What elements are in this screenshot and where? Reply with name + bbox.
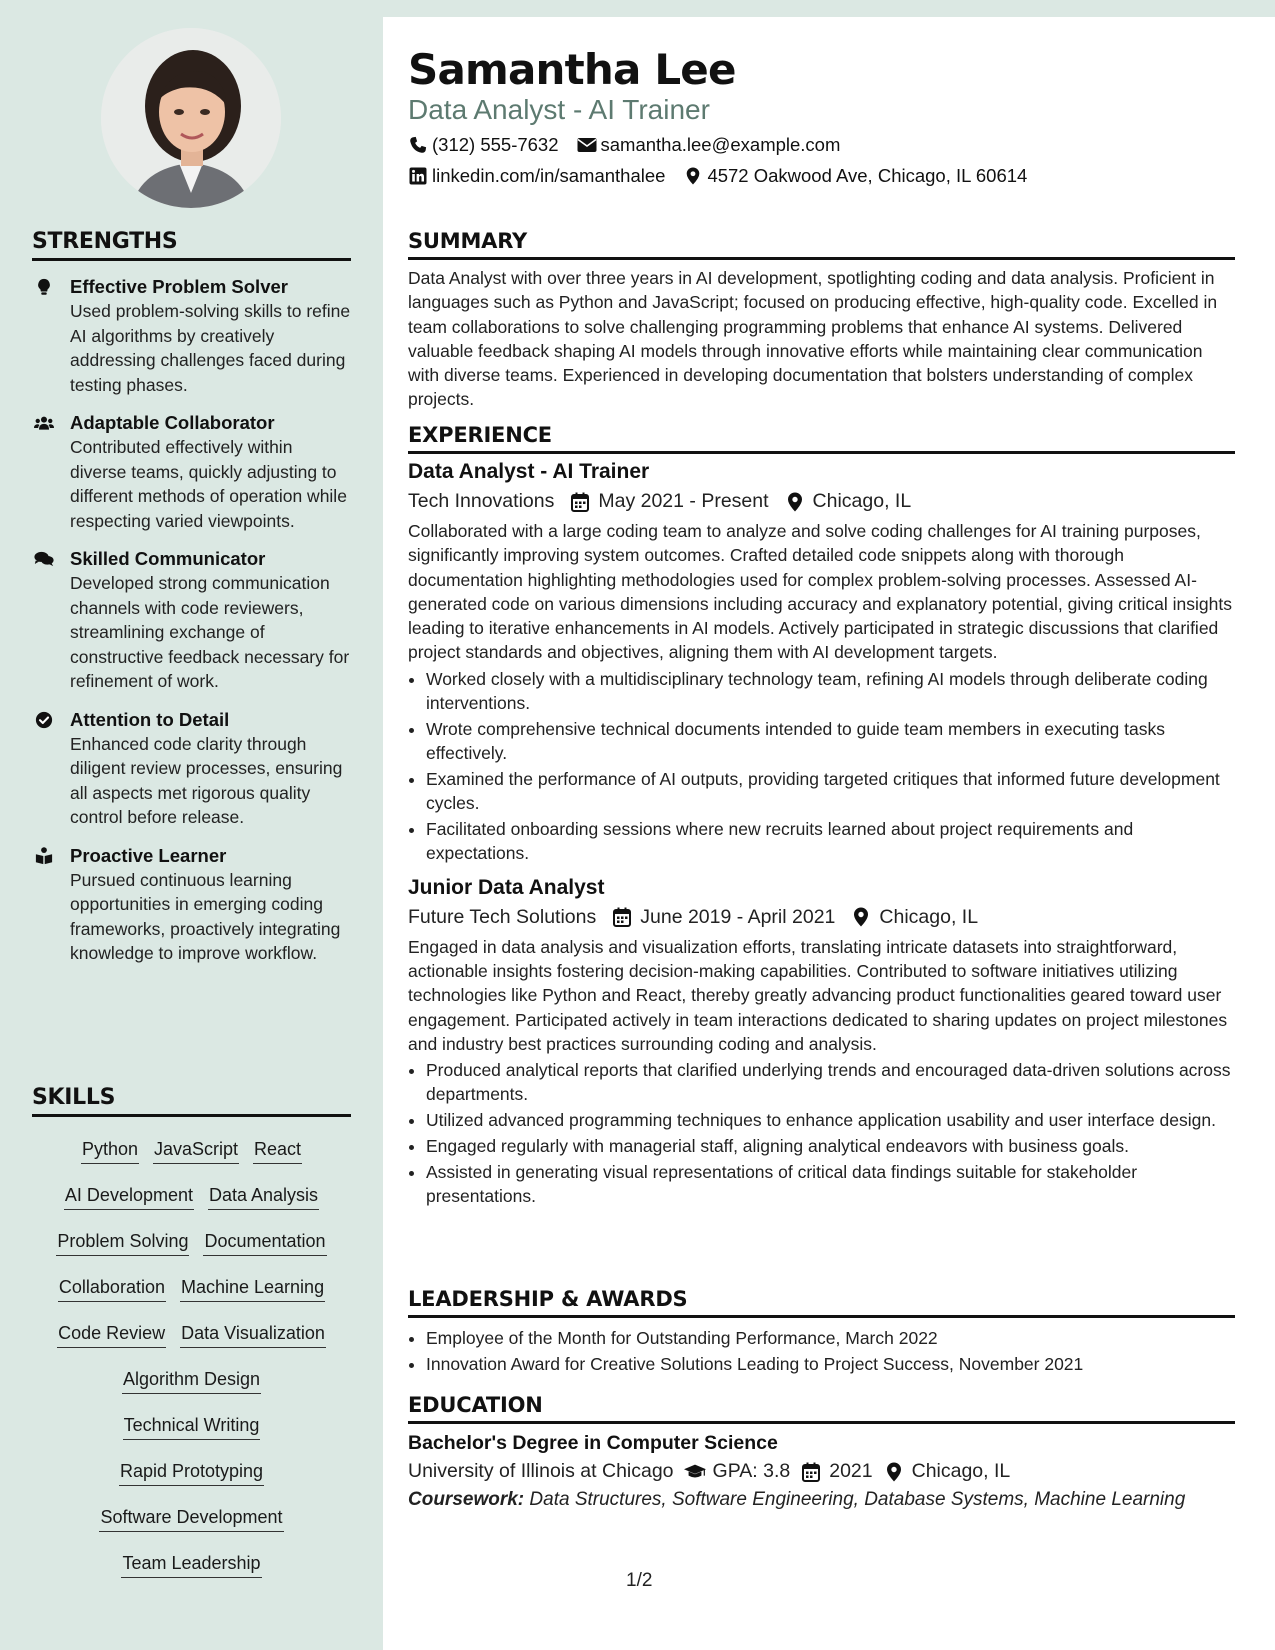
strength-title: Attention to Detail (70, 708, 230, 730)
bullet-item: • Facilitated onboarding sessions where new recruits learned about project requirements and expectations. (426, 817, 1235, 866)
skill-tag: Software Development (99, 1504, 283, 1532)
education-section (408, 1393, 1235, 1511)
job-entry (408, 460, 1235, 866)
coursework-text: Data Structures, Software Engineering, Database Systems, Machine Learning (524, 1489, 1186, 1510)
map-marker-icon (785, 492, 805, 512)
education-coursework (408, 1489, 1235, 1511)
summary-title: SUMMARY (408, 229, 1235, 260)
bullet-item: • Produced analytical reports that clarified underlying trends and encouraged data-driven solutions across departments. (426, 1058, 1235, 1107)
job-dates: June 2019 - April 2021 (640, 905, 836, 928)
main-content (383, 17, 1275, 1650)
bullet-item: • Worked closely with a multidisciplinary technology team, refining AI models through deliberate coding interventions. (426, 667, 1235, 716)
strength-title: Skilled Communicator (70, 548, 266, 569)
job-company: Future Tech Solutions (408, 905, 597, 928)
job-location: Chicago, IL (812, 490, 912, 512)
calendar-icon (612, 907, 632, 927)
skill-tag: Data Analysis (208, 1182, 319, 1210)
skill-tag: JavaScript (153, 1136, 239, 1164)
graduation-cap-icon (684, 1462, 706, 1482)
job-bullets (408, 1058, 1235, 1208)
awards-title: LEADERSHIP & AWARDS (408, 1287, 1235, 1318)
skill-tag: Problem Solving (56, 1228, 189, 1256)
skill-tag: Code Review (57, 1320, 166, 1348)
envelope-icon (577, 136, 597, 154)
strength-desc: Developed strong communication channels with code reviewers, streamlining exchange of constructive feedback necessary for refinement of work. (70, 573, 350, 691)
skill-tag: Python (81, 1136, 139, 1164)
awards-list (408, 1326, 1235, 1376)
map-marker-icon (683, 167, 703, 185)
skill-tag: Team Leadership (121, 1550, 261, 1578)
skill-tag: Collaboration (58, 1274, 166, 1302)
education-gpa: GPA: 3.8 (712, 1460, 791, 1482)
contact-row (408, 134, 840, 156)
strengths-title: STRENGTHS (32, 229, 351, 261)
award-item: • Innovation Award for Creative Solutions Leading to Project Success, November 2021 (426, 1352, 1235, 1376)
strength-desc: Enhanced code clarity through diligent review processes, ensuring all aspects met rigorous quality control before release. (70, 733, 343, 827)
strength-title: Proactive Learner (70, 844, 227, 866)
strength-desc: Contributed effectively within diverse teams, quickly adjusting to different methods of operation while respecting varied viewpoints. (70, 437, 347, 531)
skill-tag: AI Development (64, 1182, 194, 1210)
users-icon (34, 414, 54, 432)
job-bullets (408, 667, 1235, 866)
award-item: • Employee of the Month for Outstanding Performance, March 2022 (426, 1326, 1235, 1350)
candidate-role: Data Analyst - AI Trainer (408, 94, 710, 125)
skills-title: SKILLS (32, 1085, 351, 1117)
summary-section (408, 229, 1235, 412)
book-reader-icon (34, 847, 54, 865)
education-year: 2021 (829, 1460, 873, 1482)
job-title: Data Analyst - AI Trainer (408, 460, 650, 483)
education-degree: Bachelor's Degree in Computer Science (408, 1432, 778, 1454)
email-text: samantha.lee@example.com (600, 134, 841, 155)
job-entry (408, 876, 1235, 1209)
profile-photo (101, 28, 281, 208)
awards-section (408, 1287, 1235, 1378)
skill-tag: React (253, 1136, 302, 1164)
bullet-item: • Assisted in generating visual representations of critical data findings suitable for stakeholder presentations. (426, 1160, 1235, 1209)
linkedin-text: linkedin.com/in/samanthalee (432, 165, 666, 186)
skill-tag: Machine Learning (180, 1274, 325, 1302)
education-school: University of Illinois at Chicago (408, 1460, 674, 1482)
skill-tag: Data Visualization (180, 1320, 326, 1348)
map-marker-icon (851, 907, 871, 927)
skill-tag: Algorithm Design (122, 1366, 261, 1394)
comments-icon (34, 550, 54, 568)
candidate-name: Samantha Lee (408, 45, 736, 94)
job-description: Collaborated with a large coding team to analyze and solve coding challenges for AI training purposes, significantly improving system outcomes. Crafted detailed code snippets along with thorough documentation highlighting methodologies used for complex problem-solving processes. Assessed AI-generated code on various dimensions including accuracy and explanatory potential, giving critical insights leading to iterative enhancements in AI models. Actively participated in strategic discussions that clarified project standards and objectives, aligning them with AI development targets. (408, 521, 1232, 663)
bullet-item: • Engaged regularly with managerial staff, aligning analytical endeavors with business goals. (426, 1134, 1235, 1158)
skill-tag: Documentation (203, 1228, 326, 1256)
job-location: Chicago, IL (879, 905, 979, 928)
strength-item (32, 844, 351, 966)
map-marker-icon (883, 1462, 905, 1482)
job-description: Engaged in data analysis and visualization efforts, translating intricate datasets into straightforward, actionable insights fostering decision-making capabilities. Contributed to software initiatives utilizing technologies like Python and React, thereby greatly advancing product functionalities geared toward user engagement. Participated actively in team interactions dedicated to sharing updates on project milestones and industry best practices surrounding coding and analysis. (408, 936, 1228, 1054)
address-text: 4572 Oakwood Ave, Chicago, IL 60614 (707, 165, 1028, 186)
skills-section (32, 1085, 351, 1587)
calendar-icon (800, 1462, 822, 1482)
experience-section (408, 423, 1235, 1210)
check-circle-icon (34, 711, 54, 729)
education-location: Chicago, IL (911, 1460, 1011, 1482)
strength-item (32, 547, 351, 694)
experience-title: EXPERIENCE (408, 423, 1235, 454)
contact-row (408, 165, 1027, 187)
calendar-icon (570, 492, 590, 512)
education-title: EDUCATION (408, 1393, 1235, 1424)
job-meta (408, 906, 1235, 929)
strength-item (32, 708, 351, 830)
job-meta (408, 490, 1235, 513)
job-company: Tech Innovations (408, 490, 555, 512)
skill-tag: Rapid Prototyping (119, 1458, 264, 1486)
education-meta (408, 1460, 1235, 1483)
sidebar (0, 0, 383, 1650)
job-title: Junior Data Analyst (408, 875, 605, 899)
summary-text: Data Analyst with over three years in AI development, spotlighting coding and data analysis. Proficient in languages such as Python and JavaScript; focused on producing effective, high-quality code. Excelled in team collaborations to solve challenging programming problems that enhance AI systems. Delivered valuable feedback shaping AI models through innovative efforts while maintaining clear communication with diverse teams. Experienced in developing documentation that bolsters understanding of complex projects. (408, 268, 1218, 410)
strength-desc: Pursued continuous learning opportunities in emerging coding frameworks, proactively integrating knowledge to improve workflow. (70, 869, 341, 963)
strength-title: Adaptable Collaborator (70, 412, 275, 433)
page-number: 1/2 (626, 1570, 653, 1591)
skill-tag: Technical Writing (123, 1412, 261, 1440)
linkedin-icon (408, 167, 428, 185)
skills-list (32, 1127, 351, 1587)
phone-icon (408, 136, 428, 154)
job-dates: May 2021 - Present (598, 490, 769, 512)
strength-item (32, 275, 351, 397)
bullet-item: • Examined the performance of AI outputs, providing targeted critiques that informed future development cycles. (426, 767, 1235, 816)
strength-desc: Used problem-solving skills to refine AI algorithms by creatively addressing challenges faced during testing phases. (70, 301, 351, 395)
strength-title: Effective Problem Solver (70, 276, 288, 297)
phone-text: (312) 555-7632 (432, 134, 559, 155)
strengths-section (32, 229, 351, 966)
lightbulb-icon (34, 278, 54, 296)
strength-item (32, 411, 351, 533)
bullet-item: • Utilized advanced programming techniques to enhance application usability and user interface design. (426, 1108, 1235, 1132)
bullet-item: • Wrote comprehensive technical documents intended to guide team members in executing tasks effectively. (426, 717, 1235, 766)
coursework-label: Coursework: (408, 1489, 525, 1510)
